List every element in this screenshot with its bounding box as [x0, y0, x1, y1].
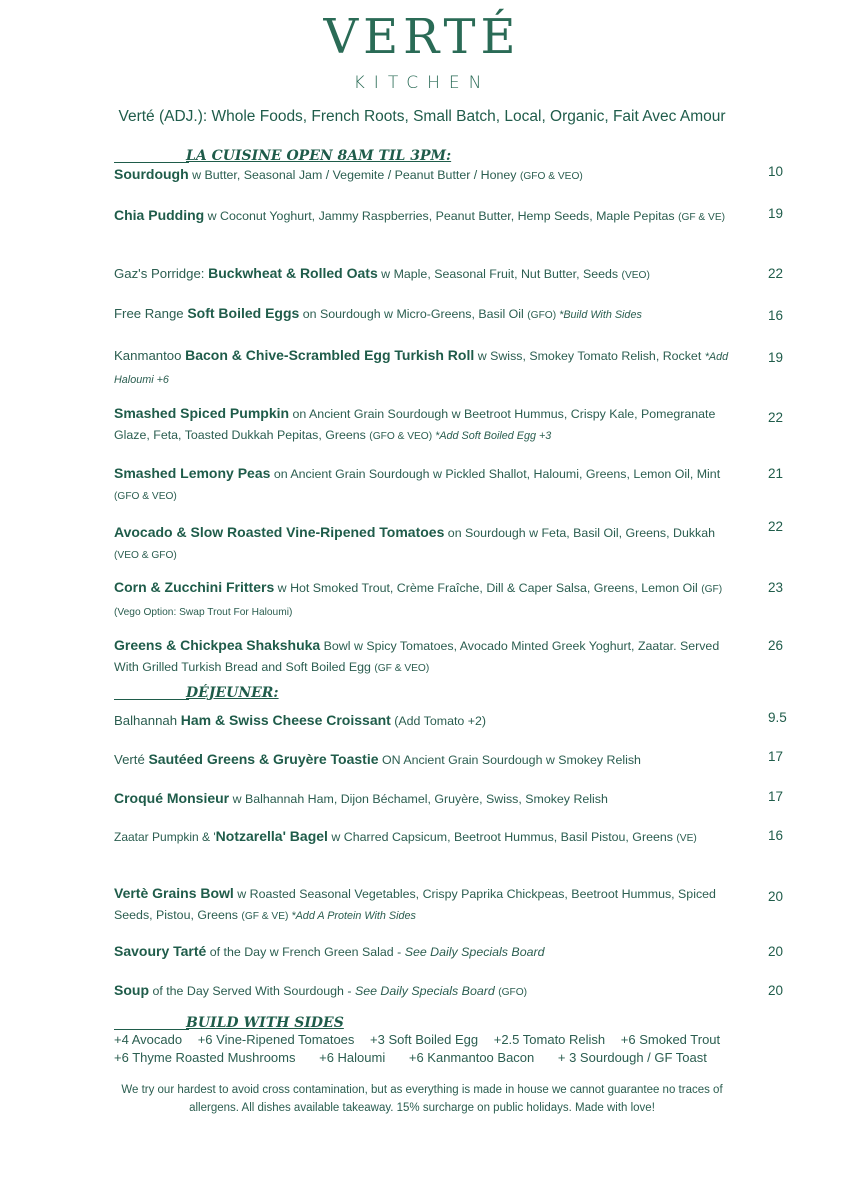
side-option: +6 Smoked Trout: [620, 1032, 721, 1047]
menu-item-price: 22: [768, 266, 784, 281]
menu-item: Chia Pudding w Coconut Yoghurt, Jammy Raspberries, Peanut Butter, Hemp Seeds, Maple Pepitas (GF & VE): [114, 207, 726, 223]
menu-item: Greens & Chickpea Shakshuka Bowl w Spicy Tomatoes, Avocado Minted Greek Yoghurt, Zaatar. Served With Grilled Turkish Bread and Soft Boiled Egg (GF & VEO): [114, 637, 720, 674]
menu-item: Corn & Zucchini Fritters w Hot Smoked Trout, Crème Fraîche, Dill & Caper Salsa, Greens, Lemon Oil (GF) (Vego Option: Swap Trout For Haloumi): [114, 579, 723, 618]
menu-item-price: 17: [768, 789, 784, 804]
side-option: +6 Kanmantoo Bacon: [408, 1050, 535, 1065]
allergen-disclaimer: We try our hardest to avoid cross contamination, but as everything is made in house we cannot guarantee no traces of allergens. All dishes available takeaway. 15% surcharge on public holidays. Made with love!: [121, 1084, 723, 1114]
menu-item: Free Range Soft Boiled Eggs on Sourdough w Micro-Greens, Basil Oil (GFO) *Build With Sides: [114, 305, 642, 321]
side-option: +4 Avocado: [114, 1032, 183, 1047]
side-option: +3 Soft Boiled Egg: [370, 1032, 479, 1047]
menu-item-price: 22: [768, 519, 784, 534]
menu-item-price: 20: [768, 983, 784, 998]
sides-line: [114, 1031, 754, 1050]
menu-item: Vertè Grains Bowl w Roasted Seasonal Vegetables, Crispy Paprika Chickpeas, Beetroot Hummus, Spiced Seeds, Pistou, Greens (GF & VE) *Add A Protein With Sides: [114, 885, 716, 922]
menu-item-price: 20: [768, 944, 784, 959]
menu-item: Avocado & Slow Roasted Vine-Ripened Tomatoes on Sourdough w Feta, Basil Oil, Greens, Dukkah (VEO & GFO): [114, 524, 716, 561]
menu-item: Soup of the Day Served With Sourdough - See Daily Specials Board (GFO): [114, 982, 528, 998]
menu-item: Verté Sautéed Greens & Gruyère Toastie ON Ancient Grain Sourdough w Smokey Relish: [114, 751, 641, 767]
menu-item: Sourdough w Butter, Seasonal Jam / Vegemite / Peanut Butter / Honey (GFO & VEO): [114, 166, 583, 182]
menu-item: Smashed Spiced Pumpkin on Ancient Grain Sourdough w Beetroot Hummus, Crispy Kale, Pomegranate Glaze, Feta, Toasted Dukkah Pepitas, Greens (GFO & VEO) *Add Soft Boiled Egg +3: [114, 405, 716, 442]
menu-item: Gaz's Porridge: Buckwheat & Rolled Oats w Maple, Seasonal Fruit, Nut Butter, Seeds (VEO): [114, 265, 650, 281]
side-option: +2.5 Tomato Relish: [493, 1032, 606, 1047]
menu-item: Zaatar Pumpkin & 'Notzarella' Bagel w Charred Capsicum, Beetroot Hummus, Basil Pistou, Greens (VE): [114, 828, 697, 844]
menu-item-price: 16: [768, 308, 784, 323]
tagline: Verté (ADJ.): Whole Foods, French Roots, Small Batch, Local, Organic, Fait Avec Amour: [118, 108, 726, 125]
menu-item-price: 26: [768, 638, 784, 653]
sides-line: [114, 1049, 754, 1068]
brand-logo: VERTÉ: [323, 9, 521, 65]
menu-item-price: 19: [768, 350, 784, 365]
menu-item: Croqué Monsieur w Balhannah Ham, Dijon Béchamel, Gruyère, Swiss, Smokey Relish: [114, 790, 608, 806]
menu-item-price: 20: [768, 889, 784, 904]
menu-item-price: 16: [768, 828, 784, 843]
side-option: +6 Haloumi: [319, 1050, 386, 1065]
side-option: + 3 Sourdough / GF Toast: [557, 1050, 707, 1065]
menu-item-price: 9.5: [768, 710, 787, 725]
section-header-lunch: DÉJEUNER:: [114, 681, 534, 701]
menu-item-price: 21: [768, 466, 784, 481]
menu-item: Savoury Tarté of the Day w French Green Salad - See Daily Specials Board: [114, 943, 545, 959]
side-option: +6 Thyme Roasted Mushrooms: [114, 1050, 296, 1065]
menu-item-price: 17: [768, 749, 784, 764]
side-option: +6 Vine-Ripened Tomatoes: [197, 1032, 355, 1047]
menu-item-price: 22: [768, 410, 784, 425]
menu-item: Balhannah Ham & Swiss Cheese Croissant (Add Tomato +2): [114, 712, 486, 728]
menu-item: Smashed Lemony Peas on Ancient Grain Sourdough w Pickled Shallot, Haloumi, Greens, Lemon Oil, Mint (GFO & VEO): [114, 465, 721, 502]
section-header-breakfast: LA CUISINE OPEN 8AM TIL 3PM:: [114, 144, 534, 164]
menu-item-price: 10: [768, 164, 784, 179]
menu-item-price: 23: [768, 580, 784, 595]
menu-item-price: 19: [768, 206, 784, 221]
brand-subtitle: KITCHEN: [353, 73, 491, 93]
section-header-sides: BUILD WITH SIDES: [114, 1011, 534, 1031]
menu-item: Kanmantoo Bacon & Chive-Scrambled Egg Turkish Roll w Swiss, Smokey Tomato Relish, Rocket *Add Haloumi +6: [114, 347, 729, 386]
